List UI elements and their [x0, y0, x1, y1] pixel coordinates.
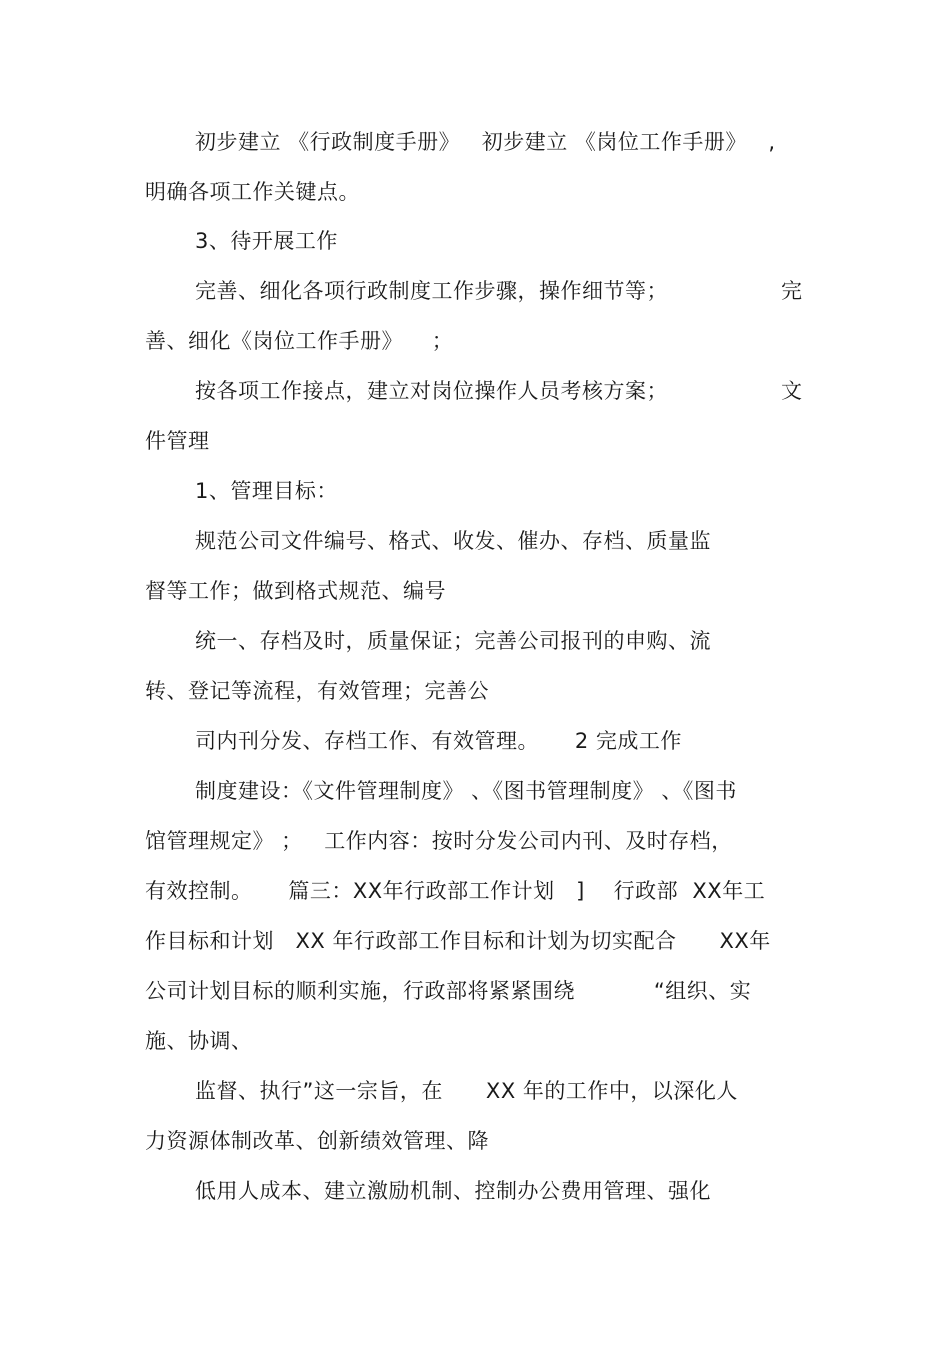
text-line-13: 司内刊分发、存档工作、有效管理。 2 完成工作: [195, 729, 682, 753]
text-line-14: 制度建设：《文件管理制度》 、《图书管理制度》 、《图书: [195, 779, 737, 803]
text-line-16: 有效控制。 篇三：XX年行政部工作计划 ] 行政部 XX年工: [145, 879, 766, 903]
text-line-2: 明确各项工作关键点。: [145, 180, 360, 204]
text-line-9: 规范公司文件编号、格式、收发、催办、存档、质量监: [195, 529, 711, 553]
text-line-19: 施、协调、: [145, 1029, 253, 1053]
text-line-22: 低用人成本、建立激励机制、控制办公费用管理、强化: [195, 1179, 711, 1203]
text-line-5: 善、细化《岗位工作手册》 ；: [145, 329, 454, 353]
text-line-21: 力资源体制改革、创新绩效管理、降: [145, 1129, 489, 1153]
text-line-17: 作目标和计划 XX 年行政部工作目标和计划为切实配合 XX年: [145, 929, 771, 953]
text-line-1: 初步建立 《行政制度手册》 初步建立 《岗位工作手册》 ,: [195, 130, 776, 154]
text-line-20: 监督、执行”这一宗旨，在 XX 年的工作中，以深化人: [195, 1079, 738, 1103]
text-line-4: 完善、细化各项行政制度工作步骤，操作细节等；: [195, 279, 668, 303]
text-line-6: 按各项工作接点，建立对岗位操作人员考核方案；: [195, 379, 668, 403]
text-line-18: 公司计划目标的顺利实施，行政部将紧紧围绕 “组织、实: [145, 979, 752, 1003]
section-heading-1: 1、管理目标：: [195, 479, 338, 503]
text-line-12: 转、登记等流程，有效管理；完善公: [145, 679, 489, 703]
text-line-10: 督等工作；做到格式规范、编号: [145, 579, 446, 603]
text-line-4-tail: 完: [781, 279, 803, 303]
text-line-6-tail: 文: [781, 379, 803, 403]
text-line-15: 馆管理规定》 ； 工作内容：按时分发公司内刊、及时存档，: [145, 829, 733, 853]
section-heading-3: 3、待开展工作: [195, 229, 338, 253]
text-line-7: 件管理: [145, 429, 210, 453]
text-line-11: 统一、存档及时，质量保证；完善公司报刊的申购、流: [195, 629, 711, 653]
